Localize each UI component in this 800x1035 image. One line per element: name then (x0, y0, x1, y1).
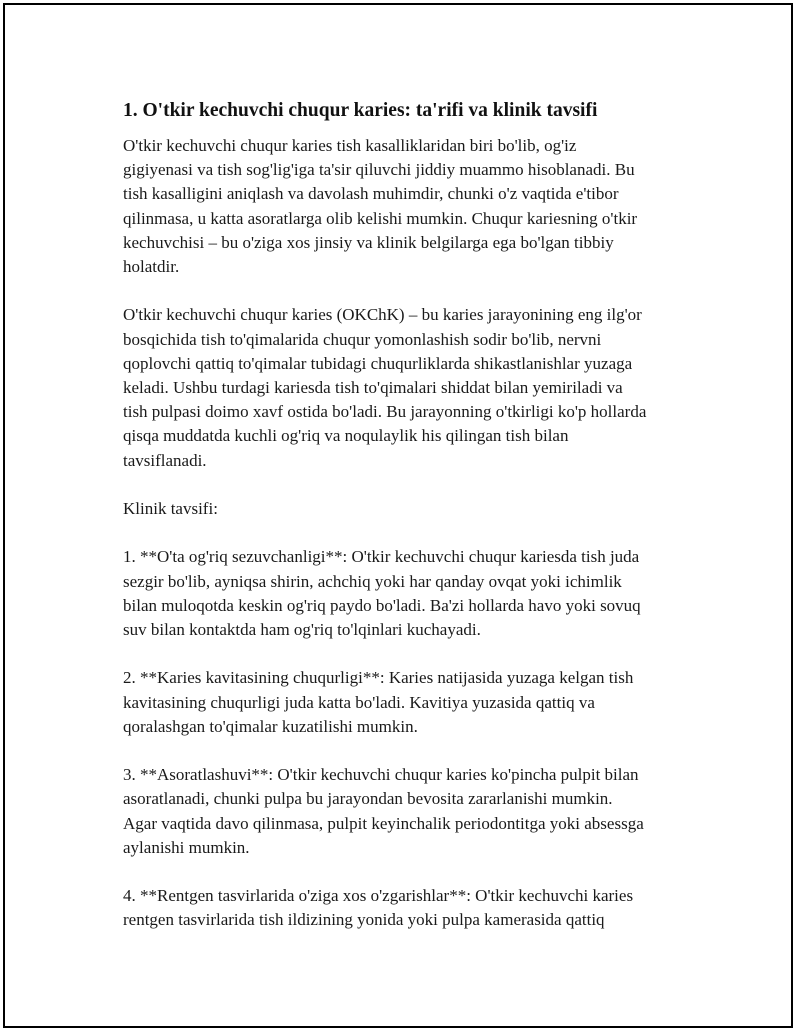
text-line: Agar vaqtida davo qilinmasa, pulpit keyinchalik periodontitga yoki absessga (123, 813, 644, 833)
text-line: aylanishi mumkin. (123, 837, 250, 857)
text-line: qoplovchi qattiq to'qimalar tubidagi chuqurliklarda shikastlanishlar yuzaga (123, 353, 633, 373)
text-line: qilinmasa, u katta asoratlarga olib kelishi mumkin. Chuqur kariesning o'tkir (123, 208, 638, 228)
text-line: qoralashgan to'qimalar kuzatilishi mumkin. (123, 716, 418, 736)
text-line: 3. **Asoratlashuvi**: O'tkir kechuvchi chuqur karies ko'pincha pulpit bilan (123, 765, 639, 785)
text-line: suv bilan kontaktda ham og'riq to'lqinlari kuchayadi. (123, 620, 481, 640)
text-line: rentgen tasvirlarida tish ildizining yonida yoki pulpa kamerasida qattiq (123, 910, 605, 930)
text-line: qisqa muddatda kuchli og'riq va noqulaylik his qilingan tish bilan (123, 426, 569, 446)
paragraph-definition (123, 134, 713, 279)
document-body (123, 98, 713, 957)
text-line: O'tkir kechuvchi chuqur karies tish kasalliklaridan biri bo'lib, og'iz (123, 136, 577, 155)
text-line: Klinik tavsifi: (123, 499, 218, 519)
text-line: kechuvchisi – bu o'ziga xos jinsiy va klinik belgilarga ega bo'lgan tibbiy (123, 232, 614, 252)
text-line: asoratlanadi, chunki pulpa bu jarayondan bevosita zararlanishi mumkin. (123, 789, 613, 809)
paragraph-okchk (123, 303, 713, 472)
paragraph-clinical-heading (123, 497, 713, 521)
text-line: tish kasalligini aniqlash va davolash muhimdir, chunki o'z vaqtida e'tibor (123, 184, 619, 204)
text-line: 1. **O'ta og'riq sezuvchanligi**: O'tkir kechuvchi chuqur kariesda tish juda (123, 547, 640, 567)
list-item-3 (123, 763, 713, 860)
text-line: bosqichida tish to'qimalarida chuqur yomonlashish sodir bo'lib, nervni (123, 329, 602, 349)
text-line: gigiyenasi va tish sog'lig'iga ta'sir qiluvchi jiddiy muammo hisoblanadi. Bu (123, 160, 635, 180)
section-heading: 1. O'tkir kechuvchi chuqur karies: ta'rifi va klinik tavsifi (123, 100, 598, 121)
text-line: tavsiflanadi. (123, 450, 207, 470)
text-line: holatdir. (123, 257, 180, 277)
list-item-4 (123, 884, 713, 932)
text-line: 2. **Karies kavitasining chuqurligi**: Karies natijasida yuzaga kelgan tish (123, 668, 634, 688)
text-line: sezgir bo'lib, ayniqsa shirin, achchiq yoki har qanday ovqat yoki ichimlik (123, 571, 622, 591)
text-line: bilan muloqotda keskin og'riq paydo bo'ladi. Ba'zi hollarda havo yoki sovuq (123, 595, 641, 615)
text-line: 4. **Rentgen tasvirlarida o'ziga xos o'zgarishlar**: O'tkir kechuvchi karies (123, 886, 634, 906)
text-line: O'tkir kechuvchi chuqur karies (OKChK) – bu karies jarayonining eng ilg'or (123, 305, 642, 325)
list-item-1 (123, 545, 713, 642)
page-frame (3, 3, 793, 1028)
list-item-2 (123, 666, 713, 739)
text-line: tish pulpasi doimo xavf ostida bo'ladi. Bu jarayonning o'tkirligi ko'p hollarda (123, 402, 647, 422)
text-line: keladi. Ushbu turdagi kariesda tish to'qimalari shiddat bilan yemiriladi va (123, 378, 623, 398)
text-line: kavitasining chuqurligi juda katta bo'ladi. Kavitiya yuzasida qattiq va (123, 692, 595, 712)
